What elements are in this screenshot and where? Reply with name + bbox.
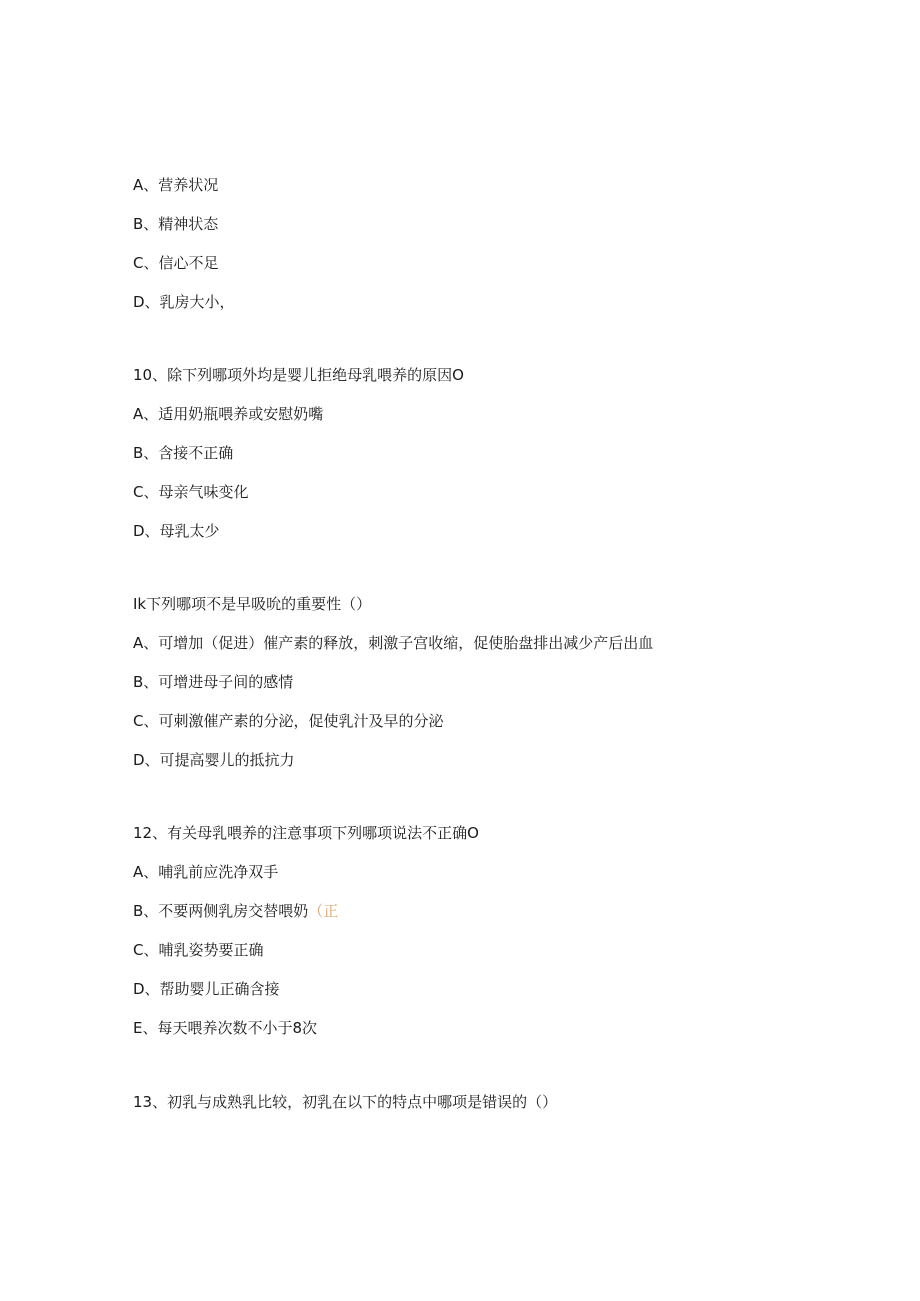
- option-a: A、营养状况: [133, 176, 219, 194]
- option-b: B、含接不正确: [133, 444, 234, 462]
- option-a: A、适用奶瓶喂养或安慰奶嘴: [133, 405, 324, 423]
- option-b: B、精神状态: [133, 215, 219, 233]
- option-e: E、每天喂养次数不小于8次: [133, 1019, 318, 1037]
- option-b-annotation: （正: [308, 902, 339, 920]
- option-d: D、乳房大小，: [133, 293, 235, 311]
- option-c: C、信心不足: [133, 254, 219, 272]
- question-11-stem: Ik下列哪项不是早吸吮的重要性（）: [133, 595, 372, 613]
- option-a: A、哺乳前应洗净双手: [133, 863, 279, 881]
- question-12-stem: 12、有关母乳喂养的注意事项下列哪项说法不正确O: [133, 824, 479, 842]
- option-b: [133, 901, 338, 921]
- question-13-stem: 13、初乳与成熟乳比较，初乳在以下的特点中哪项是错误的（）: [133, 1093, 558, 1111]
- option-d: D、母乳太少: [133, 522, 220, 540]
- option-d: D、可提高婴儿的抵抗力: [133, 751, 295, 769]
- option-c: C、可刺激催产素的分泌，促使乳汁及早的分泌: [133, 712, 444, 730]
- option-d: D、帮助婴儿正确含接: [133, 980, 280, 998]
- option-b-text: B、不要两侧乳房交替喂奶: [133, 902, 309, 920]
- option-c: C、哺乳姿势要正确: [133, 941, 264, 959]
- option-c: C、母亲气味变化: [133, 483, 249, 501]
- option-a: A、可增加（促进）催产素的释放，刺激子宫收缩，促使胎盘排出减少产后出血: [133, 634, 654, 652]
- option-b: B、可增进母子间的感情: [133, 673, 294, 691]
- question-10-stem: 10、除下列哪项外均是婴儿拒绝母乳喂养的原因O: [133, 366, 464, 384]
